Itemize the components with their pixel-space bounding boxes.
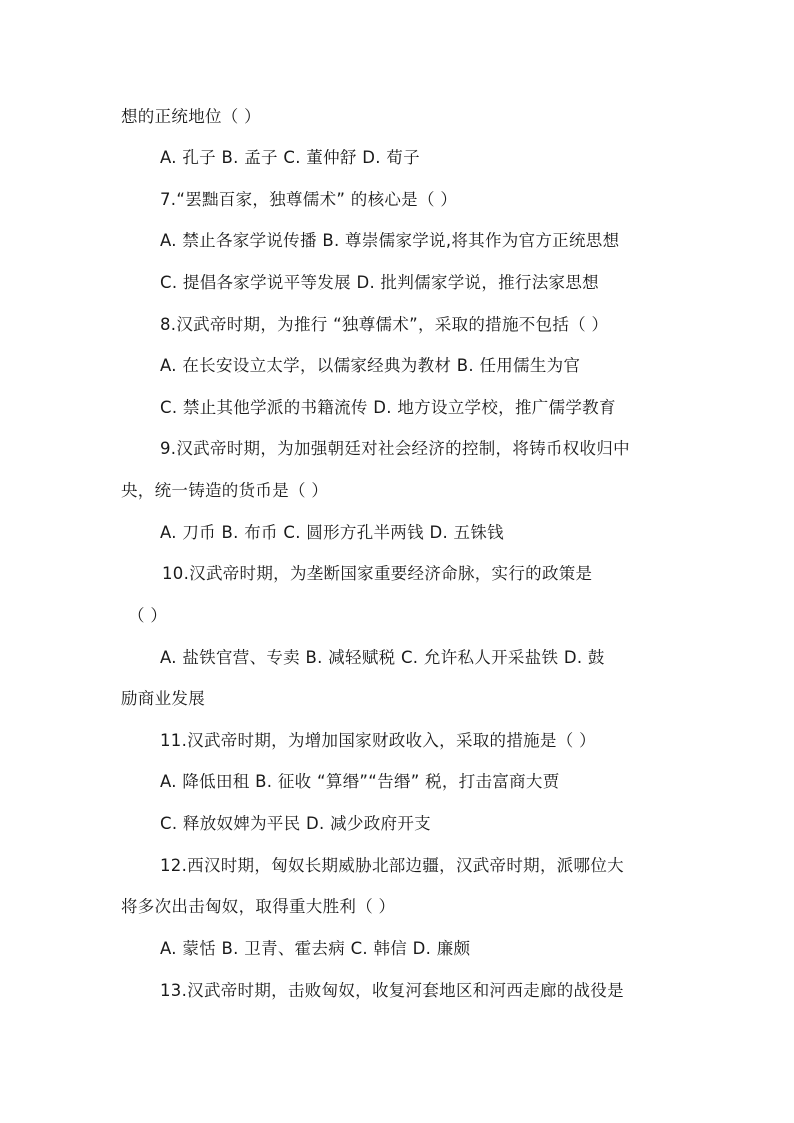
question-7-stem: 7.“罢黜百家，独尊儒术” 的核心是（ ） bbox=[160, 190, 458, 209]
question-12-stem-continuation: 将多次出击匈奴，取得重大胜利（ ） bbox=[121, 897, 396, 916]
question-10-stem: 10.汉武帝时期，为垄断国家重要经济命脉，实行的政策是 bbox=[162, 564, 593, 583]
question-13-stem: 13.汉武帝时期，击败匈奴，收复河套地区和河西走廊的战役是 bbox=[160, 981, 624, 1000]
question-12-options: A. 蒙恬 B. 卫青、霍去病 C. 韩信 D. 廉颇 bbox=[160, 939, 471, 958]
question-8-stem: 8.汉武帝时期，为推行 “独尊儒术”，采取的措施不包括（ ） bbox=[160, 315, 609, 334]
question-9-stem-continuation: 央，统一铸造的货币是（ ） bbox=[121, 481, 329, 500]
question-12-stem: 12.西汉时期，匈奴长期威胁北部边疆，汉武帝时期，派哪位大 bbox=[160, 856, 624, 875]
question-7-options-cd: C. 提倡各家学说平等发展 D. 批判儒家学说，推行法家思想 bbox=[160, 273, 599, 292]
question-9-options: A. 刀币 B. 布币 C. 圆形方孔半两钱 D. 五铢钱 bbox=[160, 523, 504, 542]
question-8-options-ab: A. 在长安设立太学，以儒家经典为教材 B. 任用儒生为官 bbox=[160, 356, 581, 375]
question-6-options: A. 孔子 B. 孟子 C. 董仲舒 D. 荀子 bbox=[160, 148, 420, 167]
question-9-stem: 9.汉武帝时期，为加强朝廷对社会经济的控制，将铸币权收归中 bbox=[160, 439, 630, 458]
question-8-options-cd: C. 禁止其他学派的书籍流传 D. 地方设立学校，推广儒学教育 bbox=[160, 398, 616, 417]
question-6-stem-continuation: 想的正统地位（ ） bbox=[121, 107, 261, 126]
question-10-stem-continuation: （ ） bbox=[128, 606, 168, 625]
question-10-options: A. 盐铁官营、专卖 B. 减轻赋税 C. 允许私人开采盐铁 D. 鼓 bbox=[160, 648, 605, 667]
question-10-options-continuation: 励商业发展 bbox=[121, 689, 205, 708]
question-11-options-ab: A. 降低田租 B. 征收 “算缗”“告缗” 税，打击富商大贾 bbox=[160, 772, 560, 791]
question-11-stem: 11.汉武帝时期，为增加国家财政收入，采取的措施是（ ） bbox=[160, 731, 596, 750]
question-7-options-ab: A. 禁止各家学说传播 B. 尊崇儒家学说,将其作为官方正统思想 bbox=[160, 231, 620, 250]
question-11-options-cd: C. 释放奴婢为平民 D. 减少政府开支 bbox=[160, 814, 431, 833]
